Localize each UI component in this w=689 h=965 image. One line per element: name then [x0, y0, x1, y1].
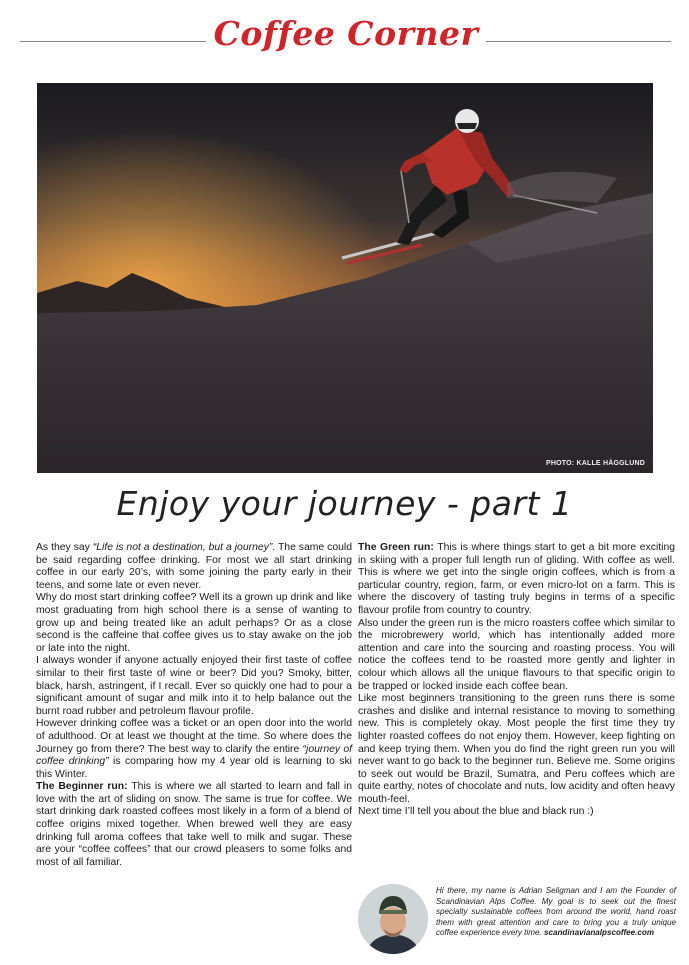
- article-column-left: [36, 542, 352, 869]
- photo-credit: PHOTO: KALLE HÄGGLUND: [546, 460, 645, 467]
- skier-photo-image: [37, 83, 653, 473]
- page-header: [0, 0, 689, 80]
- paragraph: [36, 718, 352, 781]
- paragraph: [358, 542, 675, 618]
- bio-text: [436, 886, 676, 939]
- author-portrait: [358, 884, 428, 954]
- paragraph: Also under the green run is the micro roasters coffee which similar to the microbrewery world, which has intentionally added more attention and care into the sourcing and roasting process. You will notice the coffees tend to be roasted more gently and lighter in colour which allows all the unique flavours to that specific origin to be trapped or locked inside each coffee bean.: [358, 617, 675, 692]
- paragraph: Like most beginners transitioning to the green runs there is some crashes and dislike and internal resistance to moving to something new. This is completely okay. Most people the first time they try lighter roasted coffees do not enjoy them. However, keep fighting on and keep trying them. When you do find the right green run you will never want to go back to the beginner run. Believe me. Some origins to seek out would be Brazil, Sumatra, and Peru coffees which are quite earthy, notes of chocolate and nuts, low acidity and often heavy mouth-feel.: [358, 693, 675, 805]
- text: However drinking coffee was a ticket or an open door into the world of adulthood. Or at least we thought at the time. So where does the Journey go from there? The best way to clarify the entire: [36, 718, 352, 755]
- paragraph: I always wonder if anyone actually enjoyed their first taste of coffee similar to their first taste of wine or beer? Did you? Smoky, bitter, black, harsh, astringent, if I recall. Ever so quickly one had to pour a significant amount of sugar and milk into it to help balance out the burnt road rubber and petroleum flavour profile.: [36, 655, 352, 717]
- paragraph: Next time I’ll tell you about the blue and black run :): [358, 806, 594, 818]
- avatar: [358, 884, 428, 954]
- subheading-green-run: The Green run:: [358, 542, 434, 553]
- header-rule-right: [486, 41, 671, 42]
- header-rule-left: [20, 41, 206, 42]
- article-column-right: [358, 542, 675, 819]
- author-bio: [358, 878, 676, 958]
- quote: “Life is not a destination, but a journey”: [92, 542, 273, 553]
- skier-photo: [37, 83, 653, 473]
- text: . The same could be said regarding coffee drinking. For most we all start drinking coffee in our early 20’s, with some joining the party early in their teens, and some late or even never.: [36, 542, 352, 591]
- text: This is where we all started to learn and fall in love with the art of sliding on snow. The same is true for coffee. We start drinking dark roasted coffees most likely in a form of a blend of coffee origins mixed together. When brewed well they are easy drinking full aroma coffees that take well to milk and sugar. These are your “coffee coffees” that our crowd pleasers to some folks and most of all familiar.: [36, 781, 353, 868]
- quote: “journey of coffee drinking”: [36, 743, 352, 768]
- section-title: Coffee Corner: [213, 14, 479, 53]
- website-link[interactable]: scandinavianalpscoffee.com: [543, 928, 655, 938]
- bio-description: Hi there, my name is Adrian Seligman and I am the Founder of Scandinavian Alps Coffee. My goal is to seek out the finest specialty sustainable coffees from around the world, hand roast them with great attention and care to bring you a truly unique coffee experience every time.: [436, 886, 676, 938]
- subheading-beginner-run: The Beginner run:: [36, 781, 128, 793]
- text: is comparing how my 4 year old is learning to ski this Winter.: [36, 756, 352, 780]
- text: As they say: [36, 542, 93, 553]
- paragraph: [36, 542, 352, 592]
- paragraph: [36, 781, 352, 869]
- paragraph: Why do most start drinking coffee? Well its a grown up drink and like most graduating from high school there is a sense of wanting to grow up and being treated like an adult perhaps? Or as a close second is the caffeine that coffee gives us to stay awake on the job or late into the night.: [36, 592, 352, 654]
- article-headline: Enjoy your journey - part 1: [116, 484, 573, 523]
- text: This is where things start to get a bit more exciting in skiing with a proper full length run of gliding. With coffee as well. This is where we get into the single origin coffees, which is from a particular country, region, farm, or even micro-lot on a farm. This is where the discovery of tasting truly begins in terms of a specific flavour profile from country to country.: [358, 542, 676, 616]
